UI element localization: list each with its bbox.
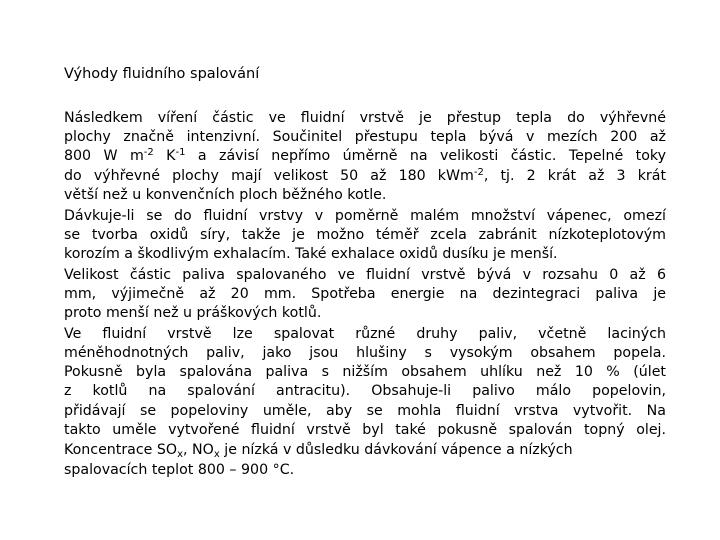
text-line: spalovacích teplot 800 – 900 °C. xyxy=(64,461,295,478)
paragraph-limestone xyxy=(64,207,666,265)
text-run: , NO xyxy=(183,442,214,459)
paragraph-heat-transfer xyxy=(64,109,666,205)
text-run: Koncentrace SO xyxy=(64,442,178,459)
subscript: x xyxy=(177,449,184,461)
superscript: -2 xyxy=(143,147,154,159)
text-run: a závisí nepřímo úměrně na velikosti částic. Tepelné toky xyxy=(185,148,666,165)
paragraph-emissions xyxy=(64,441,666,479)
text-line xyxy=(64,167,666,186)
superscript: -1 xyxy=(175,147,186,159)
text-line: větší než u konvenčních ploch běžného kotle. xyxy=(64,186,387,203)
text-line: plochy značně intenzivní. Součinitel přestupu tepla bývá v mezích 200 až xyxy=(64,129,666,146)
text-run: je nízká v důsledku dávkování vápence a nízkých xyxy=(219,442,573,459)
text-line: se tvorba oxidů síry, takže je možno téměř zcela zabránit nízkoteplotovým xyxy=(64,226,666,243)
text-line: Ve fluidní vrstvě lze spalovat různé druhy paliv, včetně laciných xyxy=(64,325,666,342)
text-run: 800 W m xyxy=(64,148,144,165)
text-line: Dávkuje-li se do fluidní vrstvy v poměrně malém množství vápenec, omezí xyxy=(64,207,666,224)
text-line: z kotlů na spalování antracitu). Obsahuje-li palivo málo popelovin, xyxy=(64,383,666,400)
slide-body xyxy=(64,109,666,481)
text-line: mm, výjimečně až 20 mm. Spotřeba energie na dezintegraci paliva je xyxy=(64,285,666,302)
text-run: , tj. 2 krát až 3 krát xyxy=(483,167,667,184)
text-line: Pokusně byla spalována paliva s nižším obsahem uhlíku než 10 % (úlet xyxy=(64,364,666,381)
text-line: Velikost částic paliva spalovaného ve fluidní vrstvě bývá v rozsahu 0 až 6 xyxy=(64,266,666,283)
subscript: x xyxy=(213,449,220,461)
slide-title: Výhody fluidního spalování xyxy=(64,66,260,82)
text-line: přidávají se popeloviny uměle, aby se mohla fluidní vrstva vytvořit. Na xyxy=(64,402,666,419)
text-run: K xyxy=(153,148,176,165)
text-line xyxy=(64,441,666,460)
text-line: méněhodnotných paliv, jako jsou hlušiny s vysokým obsahem popela. xyxy=(64,344,666,361)
text-run: do výhřevné plochy mají velikost 50 až 180 kWm xyxy=(64,167,474,184)
text-line: takto uměle vytvořené fluidní vrstvě byl také pokusně spalován topný olej. xyxy=(64,421,666,438)
paragraph-fuel-types xyxy=(64,325,666,440)
text-line: Následkem víření částic ve fluidní vrstvě je přestup tepla do výhřevné xyxy=(64,110,666,126)
text-line: proto menší než u práškových kotlů. xyxy=(64,305,322,322)
text-line xyxy=(64,147,666,166)
superscript: -2 xyxy=(473,166,484,178)
paragraph-particle-size xyxy=(64,266,666,324)
text-line: korozím a škodlivým exhalacím. Také exhalace oxidů dusíku je menší. xyxy=(64,245,558,262)
